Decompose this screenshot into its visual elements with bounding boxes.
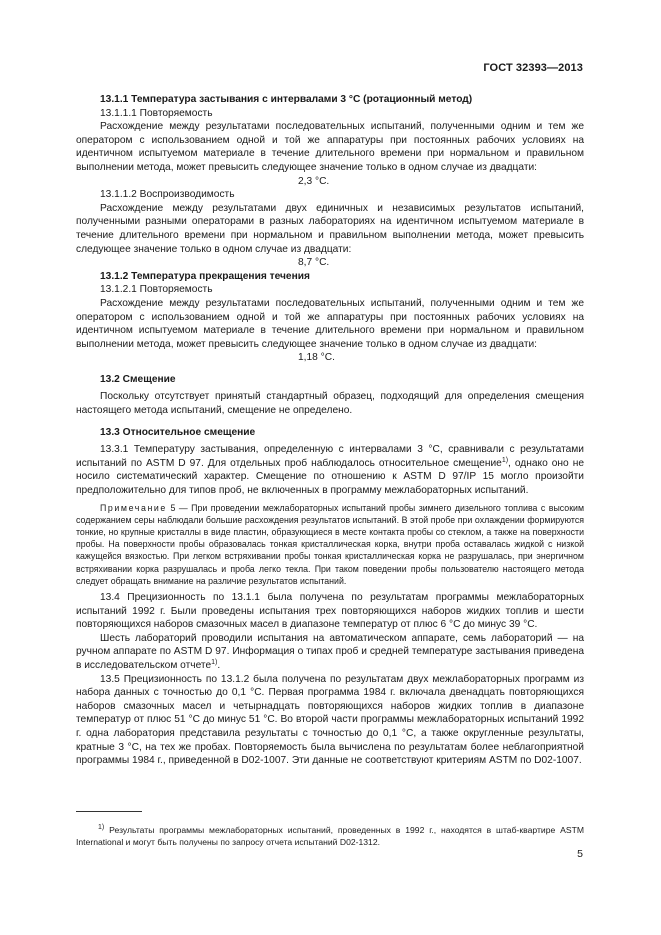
section-13-1-2-1-label: 13.1.2.1 Повторяемость [100,284,213,296]
footnote-divider [76,811,142,812]
section-13-4-text-b [76,632,584,673]
standard-code: ГОСТ 32393—2013 [483,62,583,74]
section-13-3-1-text-b: , однако оно не носило систематический характер. Смещение по отношению к ASTM D 97/IP 15 могло произойти предположительно для типов проб, не включенных в программу межлабораторных испытаний. [76,457,584,497]
section-13-1-2-1-text: Расхождение между результатами последовательных испытаний, полученными одним и тем же оператором с использованием одной и той же аппаратуры при постоянных рабочих условиях на идентичном испытуемом материале в течение длительного времени при нормальном и правильном выполнении метода, может превысить следующее значение только в одном случае из двадцати: [76,297,584,350]
footnote-marker: 1) [98,823,105,831]
document-body [76,93,584,768]
section-13-2-heading: 13.2 Смещение [100,373,176,385]
footnote-ref: 1) [501,456,509,464]
spacer [76,365,584,373]
footnote [76,824,584,848]
section-13-5-text: 13.5 Прецизионность по 13.1.2 была получена по результатам двух межлабораторных программ из набора данных с точностью до 0,1 °С. Первая программа 1984 г. включала двенадцать повторяющихся наборов смазочных масел и четырнадцать повторяющихся наборов жидких топлив в диапазоне температур от плюс 51 °С до минус 51 °С. Во второй части программы межлабораторных испытаний 1992 г. одна лаборатория представила результаты с точностью до 0,1 °С, а также округленные результаты, кратные 3 °С, на тех же пробах. Повторяемость была вычислена по результатам более неблагоприятной программы 1984 г., приведенной в D02-1007. Эти данные не соответствуют критериям ASTM по D02-1007. [76,673,584,767]
note-text: — При проведении межлабораторных испытаний пробы зимнего дизельного топлива с высоким содержанием серы наблюдали большие расхождения результатов испытаний. В этой пробе при охлаждении формируются тонкие, но крупные кристаллы в виде пластин, образующиеся в месте контакта пробы со стеклом, а также на поверхности пробы. На поверхности пробы образовалась тонкая кристаллическая корка, внутри проба оставалась жидкой с низкой кажущейся вязкостью. При легком встряхивании пробы тонкая кристаллическая корка не разрушалась, при энергичном встряхивании корка разрушалась и проба легко текла. При таком поведении пробы пользователю настоящего метода следует обращать внимание на различие результатов испытаний. [76,502,585,586]
section-13-4-text: 13.4 Прецизионность по 13.1.1 была получена по результатам программы межлабораторных испытаний 1992 г. Были проведены испытания трех повторяющихся наборов жидких топлив и шести повторяющихся наборов смазочных масел в диапазоне температур от плюс 6 °С до минус 39 °С. [76,592,584,631]
section-13-1-1-2-label: 13.1.1.2 Воспроизводимость [100,189,235,201]
section-13-4-text-b-a: Шесть лабораторий проводили испытания на автоматическом аппарате, семь лабораторий — на ручном аппарате по ASTM D 97. Информация о типах проб и средней температуре застывания приведена в исследовательском отчете [76,632,584,672]
note-5 [76,502,584,587]
note-number: 5 [170,502,176,513]
section-13-1-1-1-label: 13.1.1.1 Повторяемость [100,107,213,119]
section-13-3-heading: 13.3 Относительное смещение [100,426,256,438]
footnote-ref: 1) [211,659,218,667]
section-13-4-text-b-b: . [217,660,221,672]
page-number: 5 [577,848,583,860]
section-13-1-1-1-value: 2,3 °С. [298,175,330,187]
section-13-1-1-2-text: Расхождение между результатами двух единичных и независимых результатов испытаний, полученными разными операторами в разных лабораториях на идентичном испытуемом материале в течение длительного времени при нормальном и правильном выполнении метода, может превысить следующее значение только в одном случае из двадцати: [76,202,584,255]
note-label: Примечание [100,502,167,513]
section-13-3-1-text [76,443,584,497]
section-13-1-1-1-text: Расхождение между результатами последовательных испытаний, полученными одним и тем же оператором с использованием одной и той же аппаратуры при постоянных рабочих условиях на идентичном испытуемом материале в течение длительного времени при нормальном и правильном выполнении метода, может превысить следующее значение только в одном случае из двадцати: [76,121,584,173]
footnote-text: Результаты программы межлабораторных испытаний, проведенных в 1992 г., находятся в штаб-квартире ASTM International и могут быть получены по запросу отчета испытаний D02-1312. [76,824,584,847]
section-13-2-text: Поскольку отсутствует принятый стандартный образец, подходящий для определения смещения настоящего метода испытаний, смещение не определено. [76,391,584,417]
section-13-1-2-heading: 13.1.2 Температура прекращения течения [100,270,310,282]
spacer [76,418,584,426]
section-13-1-2-1-value: 1,18 °С. [298,352,335,364]
section-13-1-1-2-value: 8,7 °С. [298,257,330,269]
section-13-1-1-heading: 13.1.1 Температура застывания с интервалами 3 °С (ротационный метод) [100,94,473,105]
section-13-3-1-text-a: 13.3.1 Температуру застывания, определенную с интервалами 3 °С, сравнивали с результатами испытаний по ASTM D 97. Для отдельных проб наблюдалось относительное смещение [76,444,584,469]
